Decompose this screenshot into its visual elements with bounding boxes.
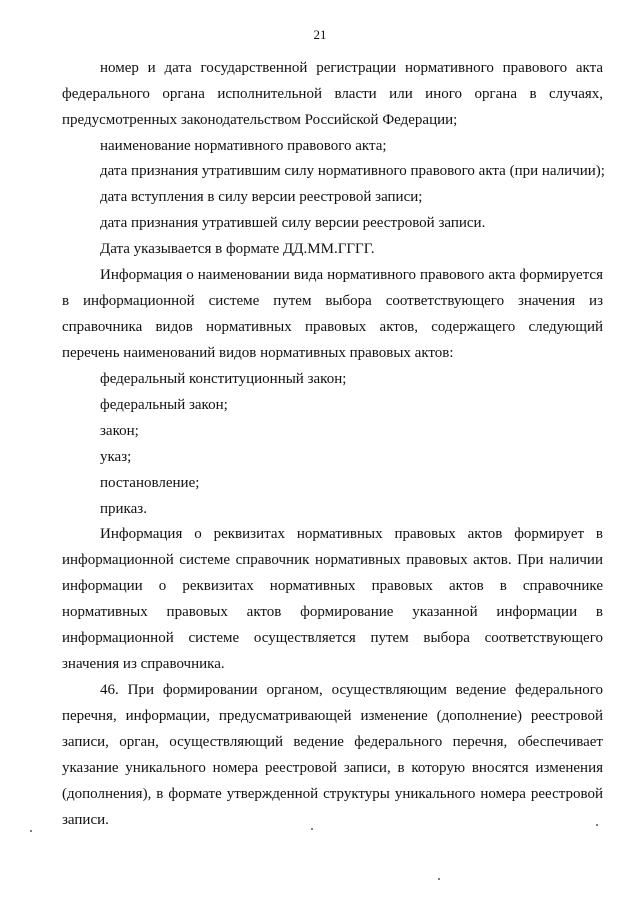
paragraph-line: перечня, информации, предусматривающей изменение (дополнение) реестровой bbox=[62, 708, 603, 724]
list-item: дата признания утратившей силу версии реестровой записи. bbox=[100, 215, 486, 231]
list-item: указ; bbox=[100, 449, 132, 465]
paragraph-line: предусмотренных законодательством Российской Федерации; bbox=[62, 112, 458, 128]
list-item: дата вступления в силу версии реестровой записи; bbox=[100, 189, 423, 205]
paragraph-line: информационной системе справочник нормативных правовых актов. При наличии bbox=[62, 552, 603, 568]
paragraph-line: 46. При формировании органом, осуществляющим ведение федерального bbox=[100, 682, 603, 698]
list-item: постановление; bbox=[100, 475, 200, 491]
paragraph-line: значения из справочника. bbox=[62, 656, 225, 672]
paragraph-line: информационной системе осуществляется путем выбора соответствующего bbox=[62, 630, 603, 646]
paragraph-line: федерального органа исполнительной власти или иного органа в случаях, bbox=[62, 86, 603, 102]
paragraph-line: номер и дата государственной регистрации нормативного правового акта bbox=[100, 60, 603, 76]
scan-speck bbox=[311, 828, 313, 830]
paragraph-line: справочника видов нормативных правовых актов, содержащего следующий bbox=[62, 319, 603, 335]
list-item: федеральный закон; bbox=[100, 397, 228, 413]
scan-speck bbox=[30, 830, 32, 832]
list-item: приказ. bbox=[100, 501, 147, 517]
paragraph-line: перечень наименований видов нормативных правовых актов: bbox=[62, 345, 454, 361]
paragraph-line: записи, орган, осуществляющий ведение федерального перечня, обеспечивает bbox=[62, 734, 603, 750]
paragraph-line: указание уникального номера реестровой записи, в которую вносятся изменения bbox=[62, 760, 603, 776]
scan-speck bbox=[438, 878, 440, 880]
paragraph-line: в информационной системе путем выбора соответствующего значения из bbox=[62, 293, 603, 309]
paragraph-line: записи. bbox=[62, 812, 109, 828]
list-item: федеральный конституционный закон; bbox=[100, 371, 347, 387]
paragraph-line: Информация о наименовании вида нормативного правового акта формируется bbox=[100, 267, 603, 283]
paragraph-line: Дата указывается в формате ДД.ММ.ГГГГ. bbox=[100, 241, 375, 257]
paragraph-line: нормативных правовых актов формирование указанной информации в bbox=[62, 604, 603, 620]
scan-speck bbox=[596, 824, 598, 826]
paragraph-line: информации о реквизитах нормативных правовых актов в справочнике bbox=[62, 578, 603, 594]
page-number: 21 bbox=[313, 27, 327, 42]
list-item: наименование нормативного правового акта; bbox=[100, 138, 387, 154]
paragraph-line: Информация о реквизитах нормативных правовых актов формирует в bbox=[100, 526, 603, 542]
paragraph-line: (дополнения), в формате утвержденной структуры уникального номера реестровой bbox=[62, 786, 603, 802]
list-item: дата признания утратившим силу нормативного правового акта (при наличии); bbox=[100, 163, 605, 179]
list-item: закон; bbox=[100, 423, 139, 439]
